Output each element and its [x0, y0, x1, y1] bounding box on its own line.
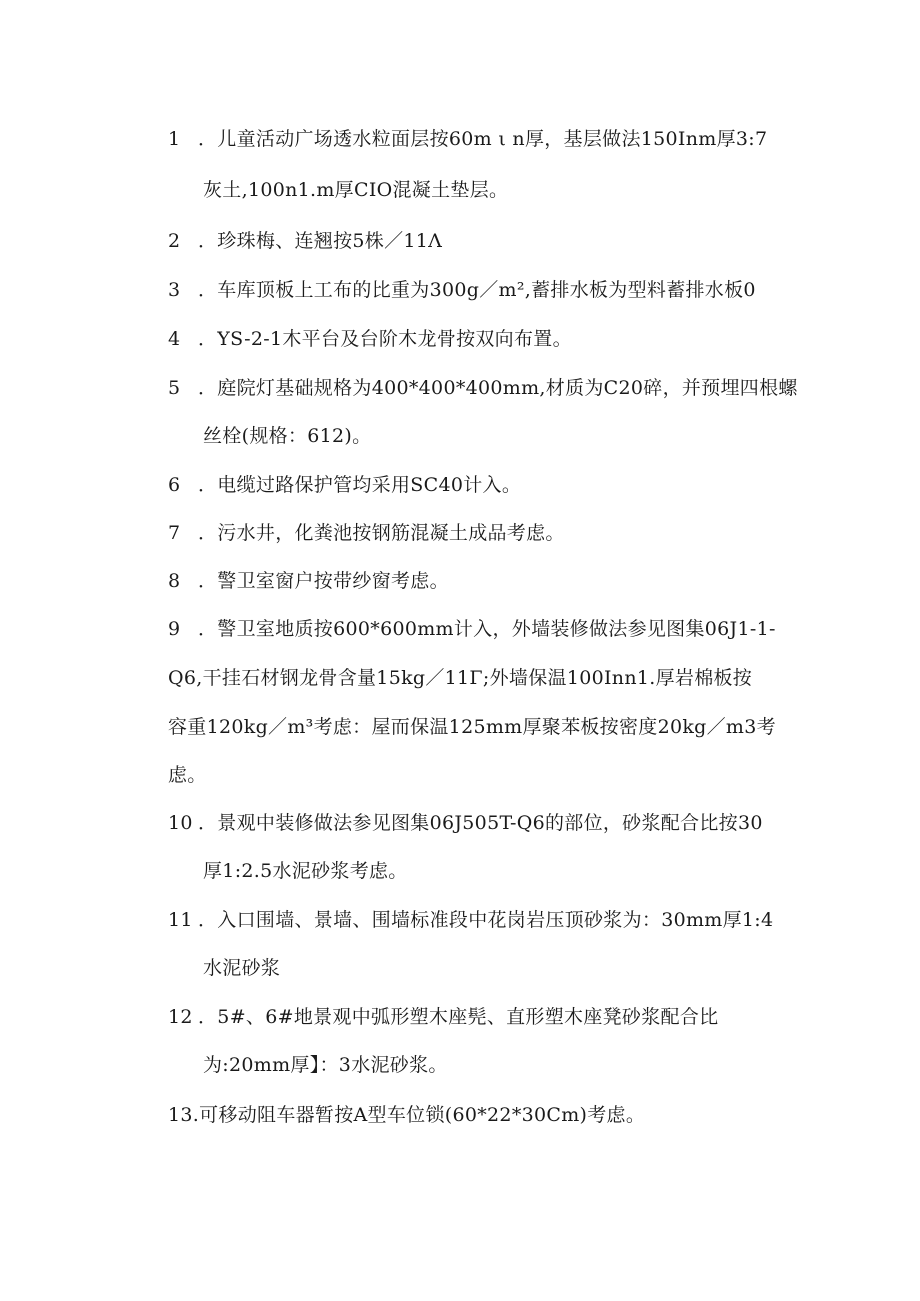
- list-item-9-line-4: [168, 763, 207, 787]
- item-text: ．车库顶板上工布的比重为300g／m²,蓄排水板为型料蓄排水板0: [198, 279, 756, 301]
- item-text: ．入口围墙、景墙、围墙标准段中花岗岩压顶砂浆为：30mm厚1:4: [198, 909, 774, 931]
- list-item-11-line-1: [168, 908, 773, 932]
- list-item-13-line-1: [168, 1103, 645, 1127]
- list-item-1-line-1: [168, 127, 767, 151]
- item-text: 灰土,100n1.m厚CIO混凝土垫层。: [203, 179, 509, 201]
- item-number: 7: [168, 522, 181, 544]
- item-number: 6: [168, 474, 181, 496]
- item-text: ．珍珠梅、连翘按5株／11Λ: [198, 230, 443, 252]
- list-item-12-line-1: [168, 1005, 718, 1029]
- item-number: 9: [168, 618, 181, 640]
- item-text: 可移动阻车器暂按A型车位锁(60*22*30Cm)考虑。: [199, 1104, 646, 1126]
- item-text: 容重120kg／m³考虑：屋而保温125mm厚聚苯板按密度20kg／m3考: [168, 716, 776, 738]
- item-text: ．电缆过路保护管均采用SC40计入。: [198, 474, 522, 496]
- item-number: 1: [168, 128, 181, 150]
- item-text: Q6,干挂石材钢龙骨含量15kg／11Γ;外墙保温100Inn1.厚岩棉板按: [168, 667, 753, 689]
- list-item-2-line-1: [168, 229, 442, 253]
- item-number: 12: [168, 1006, 193, 1028]
- item-text: 丝栓(规格：612)。: [203, 425, 372, 447]
- list-item-5-line-1: [168, 376, 798, 400]
- item-text: ．警卫室窗户按带纱窗考虑。: [198, 570, 449, 592]
- item-text: 虑。: [168, 764, 207, 786]
- list-item-4-line-1: [168, 327, 572, 351]
- item-number: 3: [168, 279, 181, 301]
- list-item-10-line-2: [203, 859, 408, 883]
- item-number: 2: [168, 230, 181, 252]
- item-text: 水泥砂浆: [203, 957, 281, 979]
- item-number: 10: [168, 812, 193, 834]
- item-number: 13.: [168, 1104, 200, 1126]
- item-text: 厚1:2.5水泥砂浆考虑。: [203, 860, 408, 882]
- list-item-6-line-1: [168, 473, 521, 497]
- item-number: 4: [168, 328, 181, 350]
- item-text: 为:20mm厚】：3水泥砂浆。: [203, 1054, 448, 1076]
- item-text: ．儿童活动广场透水粒面层按60m ι n厚，基层做法150Inm厚3:7: [198, 128, 768, 150]
- list-item-11-line-2: [203, 956, 280, 980]
- item-number: 8: [168, 570, 181, 592]
- list-item-12-line-2: [203, 1053, 448, 1077]
- list-item-3-line-1: [168, 278, 756, 302]
- item-text: ．庭院灯基础规格为400*400*400mm,材质为C20碎，并预埋四根螺: [198, 377, 798, 399]
- item-text: ．景观中装修做法参见图集06J505T-Q6的部位，砂浆配合比按30: [198, 812, 763, 834]
- list-item-8-line-1: [168, 569, 449, 593]
- list-item-5-line-2: [203, 424, 371, 448]
- list-item-9-line-2: [168, 666, 752, 690]
- item-text: ．YS-2-1木平台及台阶木龙骨按双向布置。: [198, 328, 572, 350]
- list-item-7-line-1: [168, 521, 565, 545]
- item-text: ．警卫室地质按600*600mm计入，外墙装修做法参见图集06J1-1-: [198, 618, 776, 640]
- list-item-1-line-2: [203, 178, 508, 202]
- item-text: ．污水井，化粪池按钢筋混凝土成品考虑。: [198, 522, 565, 544]
- list-item-10-line-1: [168, 811, 763, 835]
- item-number: 11: [168, 909, 193, 931]
- list-item-9-line-3: [168, 715, 776, 739]
- item-number: 5: [168, 377, 181, 399]
- item-text: ．5#、6#地景观中弧形塑木座髡、直形塑木座凳砂浆配合比: [198, 1006, 719, 1028]
- list-item-9-line-1: [168, 617, 776, 641]
